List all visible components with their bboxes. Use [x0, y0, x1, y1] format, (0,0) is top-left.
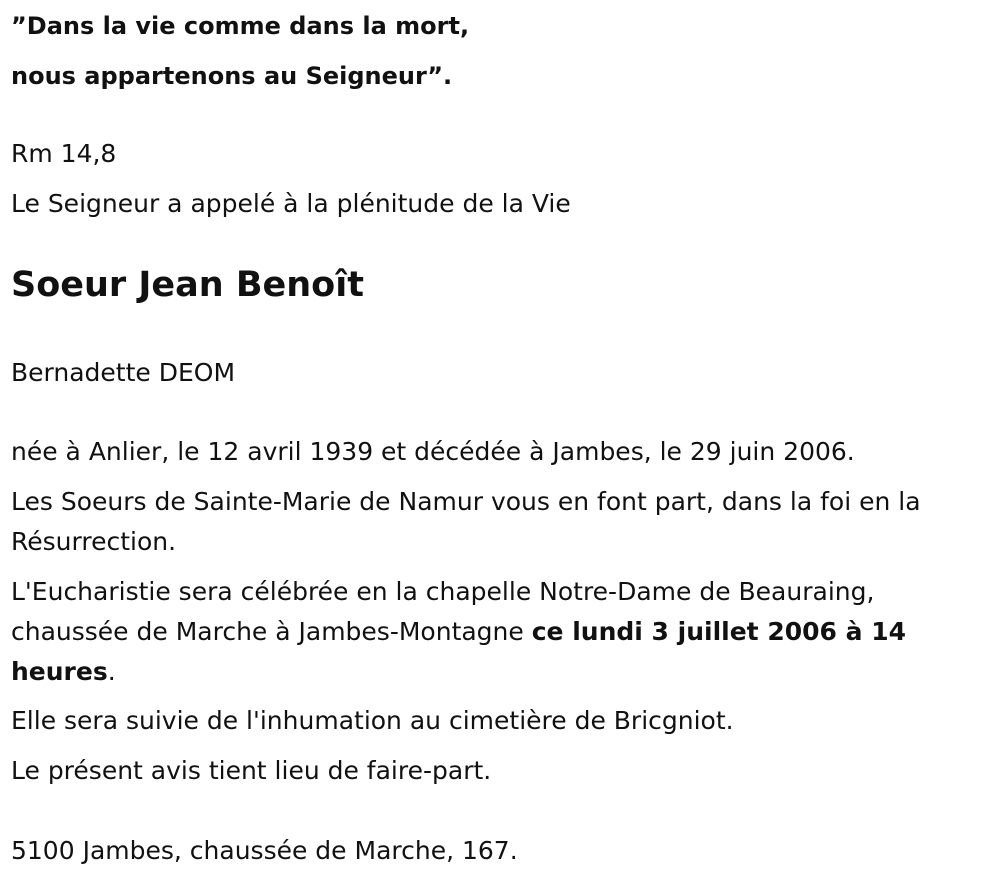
eucharist-text: L'Eucharistie sera célébrée en la chapelle Notre-Dame de Beauraing, chaussée de Marche à Jambes-Montagne: [11, 577, 875, 646]
deceased-name: Soeur Jean Benoît: [11, 265, 364, 305]
burial-text: Elle sera suivie de l'inhumation au cimetière de Bricgniot.: [11, 706, 734, 735]
notice-text: Le présent avis tient lieu de faire-part.: [11, 756, 492, 785]
quote-line-1: ”Dans la vie comme dans la mort,: [11, 12, 470, 40]
eucharist-date: ce lundi 3 juillet 2006 à 14 heures: [11, 617, 906, 686]
address-text: 5100 Jambes, chaussée de Marche, 167.: [11, 836, 518, 865]
eucharist-end: .: [107, 657, 116, 686]
intro-text: Le Seigneur a appelé à la plénitude de la Vie: [11, 189, 571, 218]
quote-line-2: nous appartenons au Seigneur”.: [11, 62, 453, 90]
bible-reference: Rm 14,8: [11, 139, 117, 168]
birth-death-dates: née à Anlier, le 12 avril 1939 et décédée à Jambes, le 29 juin 2006.: [11, 437, 855, 466]
civil-name: Bernadette DEOM: [11, 358, 236, 387]
announcement-text: Les Soeurs de Sainte-Marie de Namur vous en font part, dans la foi en la Résurrection.: [11, 487, 921, 556]
eucharist-paragraph: [11, 572, 986, 692]
